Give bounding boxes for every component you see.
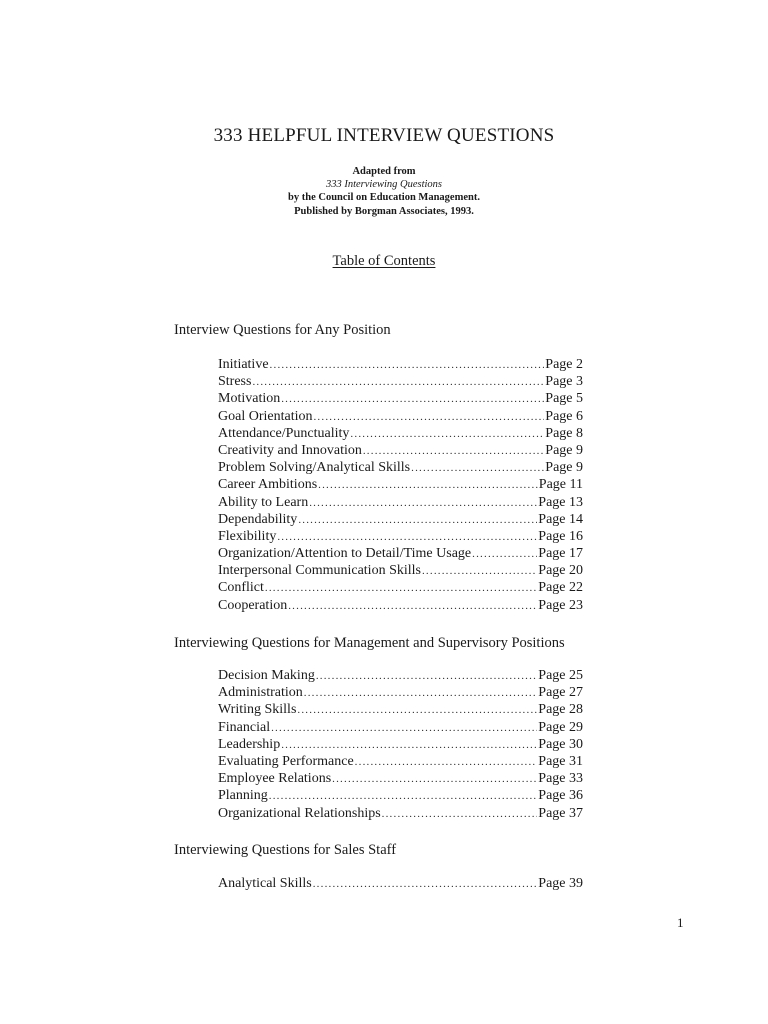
attribution-line: Published by Borgman Associates, 1993.	[294, 205, 474, 217]
toc-entry-label: Flexibility	[218, 528, 277, 544]
toc-entry-page: Page 9	[545, 442, 583, 458]
toc-entry[interactable]	[218, 409, 583, 426]
toc-entry[interactable]	[218, 374, 583, 391]
toc-entry-label: Motivation	[218, 391, 281, 407]
dot-leader	[318, 479, 538, 491]
toc-entry-label: Writing Skills	[218, 702, 297, 718]
section-heading: Interview Questions for Any Position	[174, 322, 391, 338]
toc-entry-page: Page 14	[538, 511, 583, 527]
dot-leader	[316, 670, 537, 682]
toc-entry-page: Page 9	[545, 460, 583, 476]
dot-leader	[313, 878, 538, 890]
dot-leader	[411, 462, 544, 474]
toc-entry-label: Evaluating Performance	[218, 753, 354, 769]
toc-entry-page: Page 20	[538, 563, 583, 579]
toc-entry[interactable]	[218, 563, 583, 580]
toc-entry-label: Planning	[218, 788, 268, 804]
toc-entry-label: Conflict	[218, 580, 264, 596]
attribution-block	[0, 165, 768, 218]
toc-entry-page: Page 22	[538, 580, 583, 596]
dot-leader	[313, 411, 544, 423]
toc-entry-label: Interpersonal Communication Skills	[218, 563, 421, 579]
dot-leader	[355, 756, 538, 768]
dot-leader	[281, 393, 544, 405]
toc-entry-page: Page 31	[538, 753, 583, 769]
page-number: 1	[677, 915, 684, 930]
toc-entry[interactable]	[218, 546, 583, 563]
toc-entry[interactable]	[218, 598, 583, 615]
toc-entry-label: Initiative	[218, 357, 269, 372]
toc-entry[interactable]	[218, 720, 583, 737]
dot-leader	[332, 773, 537, 785]
dot-leader	[304, 687, 538, 699]
source-book-title: 333 Interviewing Questions	[325, 179, 443, 191]
dot-leader	[298, 514, 537, 526]
toc-entry[interactable]	[218, 771, 583, 788]
dot-leader	[297, 704, 537, 716]
toc-entry-label: Employee Relations	[218, 771, 332, 787]
toc-entry-page: Page 30	[538, 736, 583, 752]
toc-entry-label: Decision Making	[218, 668, 315, 683]
toc-entry[interactable]	[218, 876, 583, 893]
toc-entry-page: Page 28	[538, 702, 583, 718]
dot-leader	[309, 497, 537, 509]
toc-entry-page: Page 29	[538, 719, 583, 735]
toc-entry-page: Page 11	[538, 477, 583, 493]
dot-leader	[281, 739, 537, 751]
toc-entry-label: Creativity and Innovation	[218, 442, 362, 458]
dot-leader	[269, 790, 538, 802]
dot-leader	[270, 359, 545, 371]
toc-entry[interactable]	[218, 806, 583, 823]
attribution-line: by the Council on Education Management.	[288, 192, 480, 204]
toc-entry-page: Page 5	[545, 391, 583, 407]
toc-entry[interactable]	[218, 495, 583, 512]
toc-entry-label: Financial	[218, 719, 271, 735]
toc-entry-page: Page 33	[538, 771, 583, 787]
toc-entry-label: Dependability	[218, 511, 298, 527]
toc-entry-page: Page 6	[545, 408, 583, 424]
toc-entry-page: Page 16	[538, 528, 583, 544]
toc-entry[interactable]	[218, 460, 583, 477]
toc-heading	[0, 253, 768, 270]
toc-entry[interactable]	[218, 737, 583, 754]
dot-leader	[265, 582, 537, 594]
dot-leader	[277, 531, 537, 543]
attribution-line: Adapted from	[352, 166, 416, 177]
toc-entry-label: Leadership	[218, 736, 281, 752]
toc-entry[interactable]	[218, 754, 583, 771]
document-title: 333 HELPFUL INTERVIEW QUESTIONS	[213, 125, 555, 146]
toc-entry[interactable]	[218, 529, 583, 546]
toc-entry[interactable]	[218, 443, 583, 460]
toc-entry-page: Page 8	[545, 425, 583, 441]
toc-entry-label: Attendance/Punctuality	[218, 425, 350, 441]
section-heading: Interviewing Questions for Sales Staff	[174, 842, 397, 858]
toc-entry[interactable]	[218, 426, 583, 443]
toc-entry[interactable]	[218, 512, 583, 529]
toc-entry-page: Page 36	[538, 788, 583, 804]
toc-entry-page: Page 3	[545, 374, 583, 390]
toc-heading-text: Table of Contents	[332, 253, 436, 269]
dot-leader	[350, 428, 544, 440]
toc-entry-page: Page 39	[538, 876, 583, 891]
toc-entry-label: Administration	[218, 685, 303, 701]
toc-entry-list	[218, 876, 583, 893]
toc-entry[interactable]	[218, 391, 583, 408]
toc-entry-page: Page 2	[545, 357, 583, 372]
toc-entry-page: Page 17	[538, 546, 583, 562]
toc-entry-page: Page 13	[538, 494, 583, 510]
toc-entry[interactable]	[218, 668, 583, 685]
toc-entry-label: Cooperation	[218, 597, 288, 613]
toc-entry-label: Career Ambitions	[218, 477, 318, 493]
toc-entry[interactable]	[218, 357, 583, 374]
toc-entry[interactable]	[218, 788, 583, 805]
dot-leader	[271, 722, 537, 734]
toc-entry[interactable]	[218, 477, 583, 494]
dot-leader	[472, 548, 537, 560]
toc-entry-label: Organization/Attention to Detail/Time Usage	[218, 546, 472, 562]
toc-entry[interactable]	[218, 685, 583, 702]
toc-entry-page: Page 37	[538, 805, 583, 821]
dot-leader	[422, 565, 537, 577]
dot-leader	[252, 376, 544, 388]
dot-leader	[288, 600, 537, 612]
dot-leader	[363, 445, 544, 457]
toc-entry-label: Stress	[218, 374, 252, 390]
toc-entry-list	[218, 668, 583, 823]
section-heading: Interviewing Questions for Management and Supervisory Positions	[174, 635, 565, 651]
toc-entry-page: Page 27	[538, 685, 583, 701]
toc-entry-label: Analytical Skills	[218, 876, 312, 891]
toc-entry-label: Goal Orientation	[218, 408, 313, 424]
toc-entry-page: Page 23	[538, 597, 583, 613]
toc-entry-label: Problem Solving/Analytical Skills	[218, 460, 411, 476]
dot-leader	[382, 808, 538, 820]
toc-entry-label: Organizational Relationships	[218, 805, 381, 821]
toc-entry[interactable]	[218, 580, 583, 597]
toc-entry[interactable]	[218, 702, 583, 719]
toc-entry-list	[218, 357, 583, 615]
toc-entry-label: Ability to Learn	[218, 494, 309, 510]
toc-entry-page: Page 25	[538, 668, 583, 683]
